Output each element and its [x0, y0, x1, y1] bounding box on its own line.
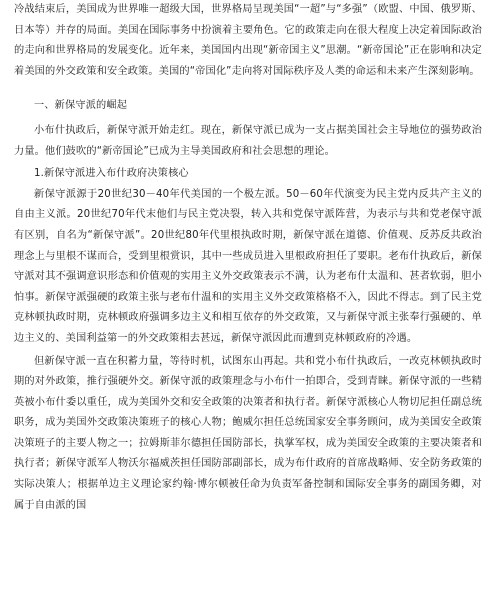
intro-paragraph: 冷战结束后，美国成为世界唯一超级大国，世界格局呈现美国“一超”与“多强”（欧盟、中国、俄罗斯、日本等）并存的局面。美国在国际事务中扮演着主要角色。它的政策走向在很大程度上决定着国际政治的走向和世界格局的发展变化。近年来，美国国内出现“新帝国主义”思潮。“新帝国论”正在影响和决定着美国的外交政策和安全政策。美国的“帝国化”走向将对国际秩序及人类的命运和未来产生深刻影响。 [14, 4, 482, 77]
subsection-heading: 1.新保守派进入布什政府决策核心 [34, 168, 189, 180]
neocon-origin-paragraph: 新保守派源于20世纪30－40年代美国的一个极左派。50－60年代演变为民主党内反共产主义的自由主义派。20世纪70年代末他们与民主党决裂，转入共和党保守派阵营，为表示与共和党老保守派有区别，自名为“新保守派”。20世纪80年代里根执政时期，新保守派在道德、价值观、反苏反共政治理念上与里根不谋而合，受到里根赏识，其中一些成员进入里根政府担任了要职。老布什执政后，新保守派对其不强调意识形态和价值观的实用主义外交政策表示不满，认为老布什太温和、甚者软弱，胆小怕事。新保守派强硬的政策主张与老布什温和的实用主义外交政策格格不入，因此不得志。到了民主党克林顿执政时期，克林顿政府强调多边主义和相互依存的外交政策，又与新保守派主张奉行强硬的、单边主义的、美国利益第一的外交政策相去甚远，新保守派因此而遭到克林顿政府的冷遇。 [14, 188, 482, 344]
neocon-rise-paragraph: 但新保守派一直在积蓄力量，等待时机，试图东山再起。共和党小布什执政后，一改克林顿执政时期的对外政策，推行强硬外交。新保守派的政策理念与小布什一拍即合，受到青睐。新保守派的一些精英被小布什委以重任，成为美国外交和安全政策的决策者和执行者。新保守派核心人物切尼担任副总统职务，成为美国外交政策决策班子的核心人物；鲍威尔担任总统国家安全事务顾问，成为美国安全政策决策班子的主要人物之一；拉姆斯菲尔德担任国防部长，执掌军权，成为美国安全政策的主要决策者和执行者；新保守派军人物沃尔福威茨担任国防部副部长，成为布什政府的首席战略师、安全防务政策的实际决策人；根据单边主义理论家约翰·博尔顿被任命为负责军备控制和国际安全事务的副国务卿，对属于自由派的国 [14, 355, 482, 511]
section-heading: 一、新保守派的崛起 [34, 100, 128, 112]
section-intro-paragraph: 小布什执政后，新保守派开始走红。现在，新保守派已成为一支占据美国社会主导地位的强势政治力量。他们鼓吹的“新帝国论”已成为主导美国政府和社会思想的理论。 [14, 124, 482, 157]
